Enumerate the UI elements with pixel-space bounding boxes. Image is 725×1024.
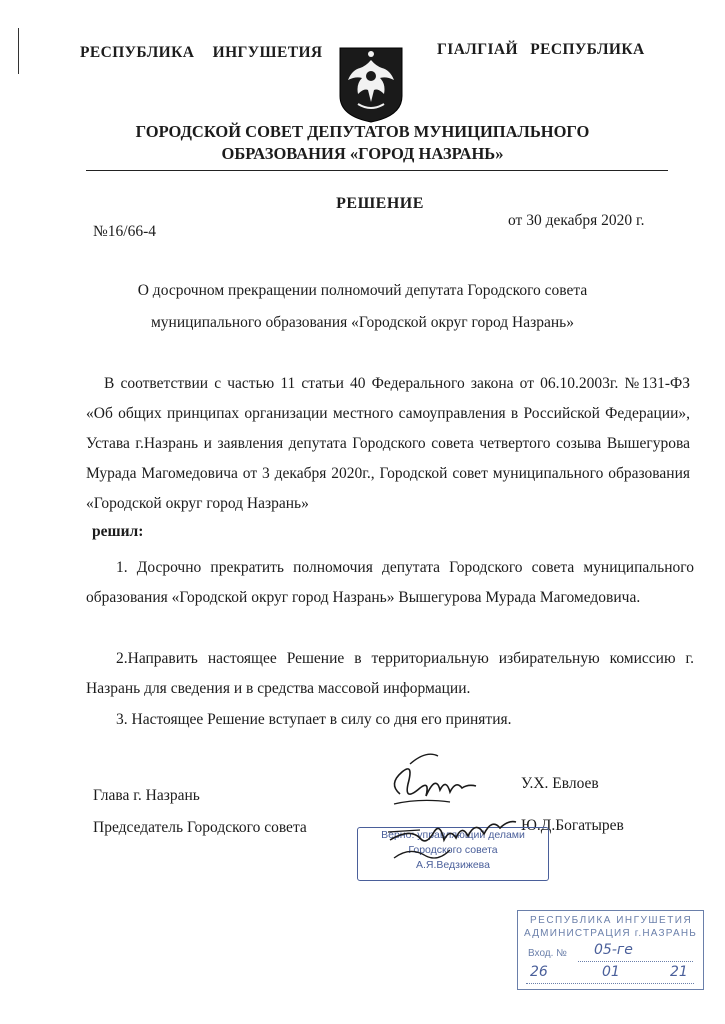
- header-republic-ru: РЕСПУБЛИКА ИНГУШЕТИЯ: [80, 44, 323, 61]
- registration-date-month: 01: [602, 964, 620, 980]
- header-divider: [86, 170, 668, 171]
- registration-entry-number: 05-ге: [594, 942, 633, 958]
- verification-stamp-line3: А.Я.Ведзижева: [415, 859, 490, 871]
- emblem-icon: [336, 46, 406, 124]
- signatory-name-head: У.Х. Евлоев: [521, 775, 599, 792]
- signatory-role-chairman: Председатель Городского совета: [93, 819, 307, 836]
- decision-date: от 30 декабря 2020 г.: [508, 212, 645, 229]
- registration-entry-underline: [578, 961, 693, 962]
- registration-entry-label: Вход. №: [528, 948, 567, 959]
- decision-title: РЕШЕНИЕ: [336, 195, 424, 212]
- decided-label: решил:: [92, 523, 144, 540]
- registration-date-year: 21: [670, 964, 688, 980]
- decision-number: №16/66-4: [93, 223, 157, 240]
- registration-date-day: 26: [530, 964, 548, 980]
- registration-stamp: [517, 910, 704, 990]
- signatory-name-chairman: Ю.Д.Богатырев: [521, 817, 624, 834]
- verification-stamp-line1: Верно: управляющий делами: [381, 829, 525, 841]
- registration-stamp-line1: РЕСПУБЛИКА ИНГУШЕТИЯ: [530, 915, 693, 926]
- margin-mark: [18, 28, 22, 74]
- resolution-item-1: 1. Досрочно прекратить полномочия депутата Городского совета муниципального образования «Городской округ город Назрань» Вышегурова Мурада Магомедовича.: [86, 559, 694, 606]
- council-title-line2: ОБРАЗОВАНИЯ «ГОРОД НАЗРАНЬ»: [221, 144, 504, 163]
- subject-line1: О досрочном прекращении полномочий депутата Городского совета: [137, 282, 588, 299]
- resolution-item-2: 2.Направить настоящее Решение в территориальную избирательную комиссию г. Назрань для сведения и в средства массовой информации.: [86, 650, 694, 697]
- preamble-paragraph: В соответствии с частью 11 статьи 40 Федерального закона от 06.10.2003г. №131-ФЗ «Об общих принципах организации местного самоуправления в Российской Федерации», Устава г.Назрань и заявления депутата Городского совета четвертого созыва Вышегурова Мурада Магомедовича от 3 декабря 2020г., Городской совет муниципального образования «Городской округ город Назрань»: [86, 375, 690, 512]
- verification-stamp-line2: Городского совета: [408, 844, 498, 856]
- signature-head: [380, 744, 480, 814]
- resolution-item-3: 3. Настоящее Решение вступает в силу со дня его принятия.: [116, 711, 512, 728]
- council-title-line1: ГОРОДСКОЙ СОВЕТ ДЕПУТАТОВ МУНИЦИПАЛЬНОГО: [135, 122, 590, 141]
- subject-line2: муниципального образования «Городской округ город Назрань»: [151, 314, 574, 331]
- signatory-role-head: Глава г. Назрань: [93, 787, 200, 804]
- registration-stamp-line2: АДМИНИСТРАЦИЯ г.НАЗРАНЬ: [524, 928, 698, 939]
- header-republic-ing: ГIАЛГIАЙ РЕСПУБЛИКА: [437, 41, 645, 58]
- registration-date-underline: [526, 983, 694, 984]
- signature-chairman: [380, 810, 520, 870]
